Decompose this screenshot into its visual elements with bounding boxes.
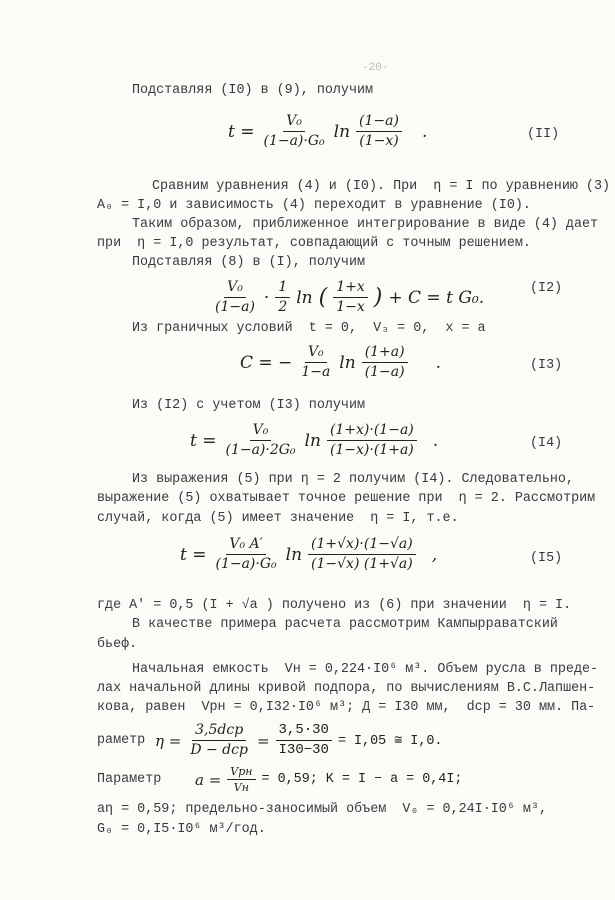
text-line: где A′ = 0,5 (I + √a ) получено из (6) при значении η = I. bbox=[97, 598, 572, 613]
denominator: 2 bbox=[278, 299, 288, 315]
eq-tail: = I,05 ≅ I,0. bbox=[337, 733, 443, 749]
equation-eta bbox=[155, 721, 442, 760]
numerator: Vрн bbox=[227, 764, 255, 780]
eq-tail: = 0,59; K = I − a = 0,4I; bbox=[261, 772, 463, 787]
equation-a-parameter bbox=[195, 764, 462, 795]
ln: ln bbox=[333, 121, 351, 142]
fraction bbox=[227, 764, 255, 795]
denominator: (1−a)·G₀ bbox=[215, 556, 277, 572]
fraction bbox=[260, 112, 327, 151]
fraction bbox=[222, 421, 298, 460]
ln: ln bbox=[285, 544, 303, 565]
text-line: Подставляя (8) в (I), получим bbox=[132, 255, 366, 270]
denominator: (1−x) bbox=[359, 133, 399, 149]
numerator: V₀ bbox=[305, 343, 327, 363]
text-line: Подставляя (I0) в (9), получим bbox=[132, 83, 374, 98]
fraction bbox=[276, 721, 332, 760]
numerator: 1 bbox=[275, 278, 290, 298]
numerator: 3,5dср bbox=[192, 721, 246, 741]
text-line: G₀ = 0,I5·I0⁶ м³/год. bbox=[97, 822, 266, 837]
dot: · bbox=[263, 287, 270, 308]
text-line: выражение (5) охватывает точное решение при η = 2. Рассмотрим bbox=[97, 491, 596, 506]
eq-tail: . bbox=[435, 352, 442, 373]
text-line: случай, когда (5) имеет значение η = I, т.е. bbox=[97, 511, 459, 526]
paren: ( bbox=[318, 285, 328, 310]
fraction bbox=[212, 535, 279, 574]
denominator: (1−a) bbox=[364, 364, 405, 380]
fraction bbox=[308, 535, 416, 574]
text-line: В качестве примера расчета рассмотрим Кампырраватский bbox=[132, 617, 558, 632]
text-line: A₀ = I,0 и зависимость (4) переходит в уравнение (I0). bbox=[97, 198, 531, 213]
eq-lhs: t = bbox=[180, 544, 207, 565]
equation-14 bbox=[190, 421, 438, 460]
numerator: (1+x)·(1−a) bbox=[327, 421, 417, 441]
equation-number: (I3) bbox=[530, 358, 563, 373]
text-line: Из граничных условий t = 0, V₃ = 0, x = a bbox=[132, 321, 486, 336]
text-line: Из выражения (5) при η = 2 получим (I4). Следовательно, bbox=[132, 472, 574, 487]
numerator: V₀ bbox=[283, 112, 305, 132]
paren: ) bbox=[373, 285, 383, 310]
fraction bbox=[275, 278, 290, 317]
text-line: кова, равен Vрн = 0,I32·I0⁶ м³; Д = I30 мм, dср = 30 мм. Па- bbox=[97, 700, 596, 715]
eq-tail: . bbox=[421, 121, 428, 142]
denominator: 1−x bbox=[336, 299, 365, 315]
equation-15 bbox=[180, 535, 437, 574]
ln: ln bbox=[304, 430, 321, 451]
eq-lhs: t = bbox=[190, 430, 217, 451]
fraction bbox=[327, 421, 417, 460]
eq-lhs: C = − bbox=[240, 352, 293, 373]
text-line: aη = 0,59; предельно-заносимый объем V₀ = 0,24I·I0⁶ м³, bbox=[97, 802, 547, 817]
fraction bbox=[333, 278, 368, 317]
numerator: 1+x bbox=[333, 278, 368, 298]
numerator: V₀ bbox=[224, 278, 246, 298]
numerator: V₀ A′ bbox=[226, 535, 265, 555]
eq-tail: + C = t G₀. bbox=[388, 287, 485, 308]
fraction bbox=[187, 721, 251, 760]
text-line: Из (I2) с учетом (I3) получим bbox=[132, 398, 366, 413]
denominator: (1−√x) (1+√a) bbox=[311, 556, 413, 572]
ln: ln bbox=[339, 352, 356, 373]
numerator: (1+a) bbox=[362, 343, 408, 363]
ln: ln bbox=[296, 287, 313, 308]
text-line: Начальная емкость Vн = 0,224·I0⁶ м³. Объем русла в преде- bbox=[132, 662, 599, 677]
fraction bbox=[212, 278, 258, 317]
equation-13 bbox=[240, 343, 441, 382]
text-line: Таким образом, приближенное интегрирование в виде (4) дает bbox=[132, 217, 599, 232]
denominator: (1−a)·2G₀ bbox=[225, 442, 296, 458]
page-marker: -20- bbox=[362, 62, 389, 74]
text-line: раметр bbox=[97, 733, 146, 748]
eq-tail: , bbox=[431, 544, 438, 565]
denominator: I30−30 bbox=[278, 742, 329, 758]
eq-tail: . bbox=[432, 430, 439, 451]
numerator: (1−a) bbox=[356, 112, 402, 132]
text-line: Сравним уравнения (4) и (I0). При η = I по уравнению (3) bbox=[152, 179, 611, 194]
equation-12 bbox=[212, 278, 484, 317]
equation-number: (I2) bbox=[530, 281, 563, 296]
text-line: лах начальной длины кривой подпора, по вычислениям В.С.Лапшен- bbox=[97, 681, 596, 696]
numerator: 3,5·30 bbox=[276, 721, 332, 741]
fraction bbox=[298, 343, 333, 382]
text-line: бьеф. bbox=[97, 637, 138, 652]
denominator: (1−a)·G₀ bbox=[263, 133, 325, 149]
equation-number: (II) bbox=[527, 127, 560, 142]
denominator: (1−a) bbox=[215, 299, 255, 315]
equation-number: (I4) bbox=[530, 436, 563, 451]
text-line: при η = I,0 результат, совпадающий с точным решением. bbox=[97, 236, 531, 251]
equals: = bbox=[256, 731, 270, 750]
numerator: V₀ bbox=[250, 421, 272, 441]
denominator: 1−a bbox=[301, 364, 331, 380]
denominator: (1−x)·(1+a) bbox=[329, 442, 414, 458]
equation-11 bbox=[228, 112, 427, 151]
fraction bbox=[356, 112, 402, 151]
eq-lhs: η = bbox=[155, 731, 182, 750]
eq-lhs: t = bbox=[228, 121, 255, 142]
eq-lhs: a = bbox=[195, 770, 222, 789]
fraction bbox=[362, 343, 408, 382]
denominator: D − dср bbox=[190, 742, 248, 758]
denominator: Vн bbox=[233, 781, 249, 794]
numerator: (1+√x)·(1−√a) bbox=[308, 535, 416, 555]
equation-number: (I5) bbox=[530, 551, 563, 566]
text-line: Параметр bbox=[97, 772, 162, 787]
